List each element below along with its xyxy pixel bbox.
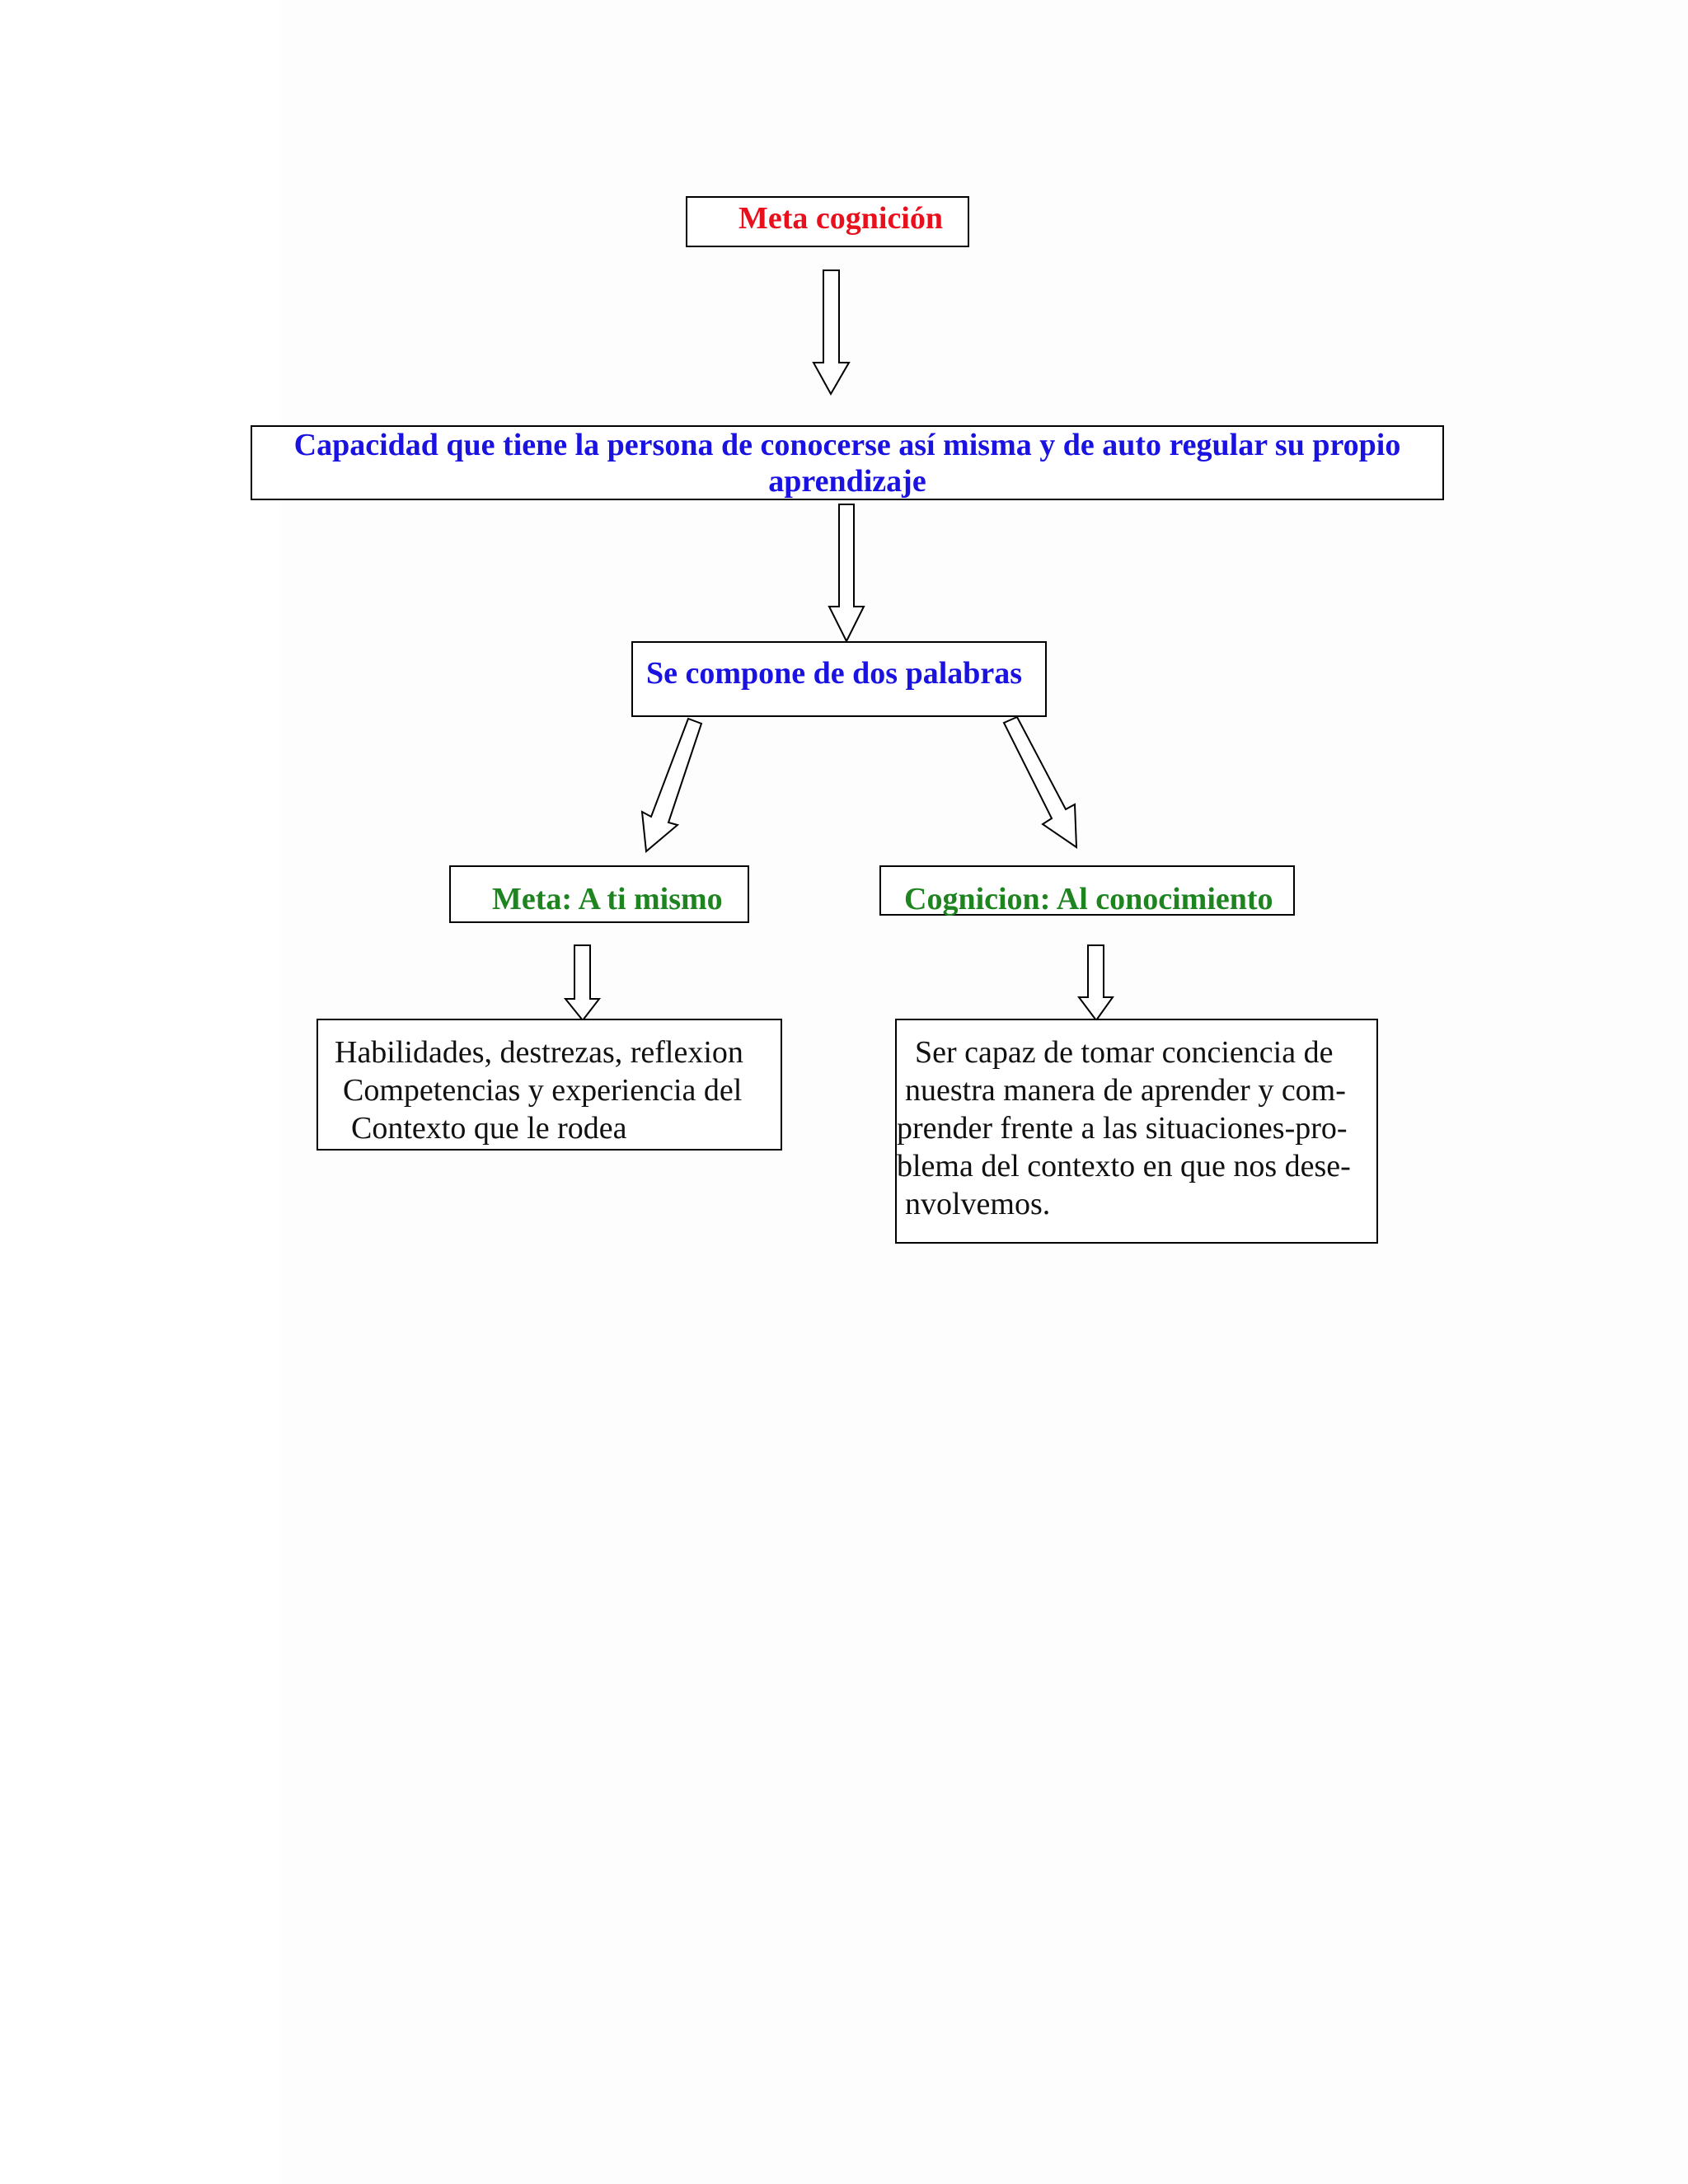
node-root-label: Meta cognición [738,201,944,236]
node-definition-line-1: Capacidad que tiene la persona de conocerse así misma y de auto regular su propio [293,428,1401,462]
arrow-meta-to-detail [565,945,599,1020]
node-cognicion-detail-line-2: nuestra manera de aprender y com- [905,1073,1346,1108]
node-root [686,196,969,247]
node-meta-label: Meta: A ti mismo [492,882,723,916]
node-cognicion-detail-line-5: nvolvemos. [905,1187,1051,1221]
node-meta-detail-line-1: Habilidades, destrezas, reflexion [335,1035,743,1070]
node-meta-detail [316,1019,782,1151]
node-definition-line-2: aprendizaje [768,464,926,499]
node-cognicion [879,865,1295,916]
arrow-definition-to-composition [829,504,864,641]
node-composition [631,641,1047,717]
arrow-composition-to-cognicion [1004,717,1076,847]
node-meta [449,865,749,923]
arrow-cognicion-to-detail [1079,945,1113,1020]
node-definition [251,425,1444,500]
node-meta-detail-line-3: Contexto que le rodea [351,1111,627,1146]
arrow-composition-to-meta [642,719,701,851]
node-cognicion-detail-line-3: prender frente a las situaciones-pro- [897,1111,1348,1146]
node-cognicion-detail [895,1019,1378,1244]
node-meta-detail-line-2: Competencias y experiencia del [343,1073,743,1108]
node-cognicion-detail-line-4: blema del contexto en que nos dese- [897,1149,1351,1183]
node-cognicion-detail-line-1: Ser capaz de tomar conciencia de [915,1035,1334,1070]
arrow-root-to-definition [814,270,849,394]
node-composition-label: Se compone de dos palabras [646,656,1023,691]
node-cognicion-label: Cognicion: Al conocimiento [904,882,1273,916]
